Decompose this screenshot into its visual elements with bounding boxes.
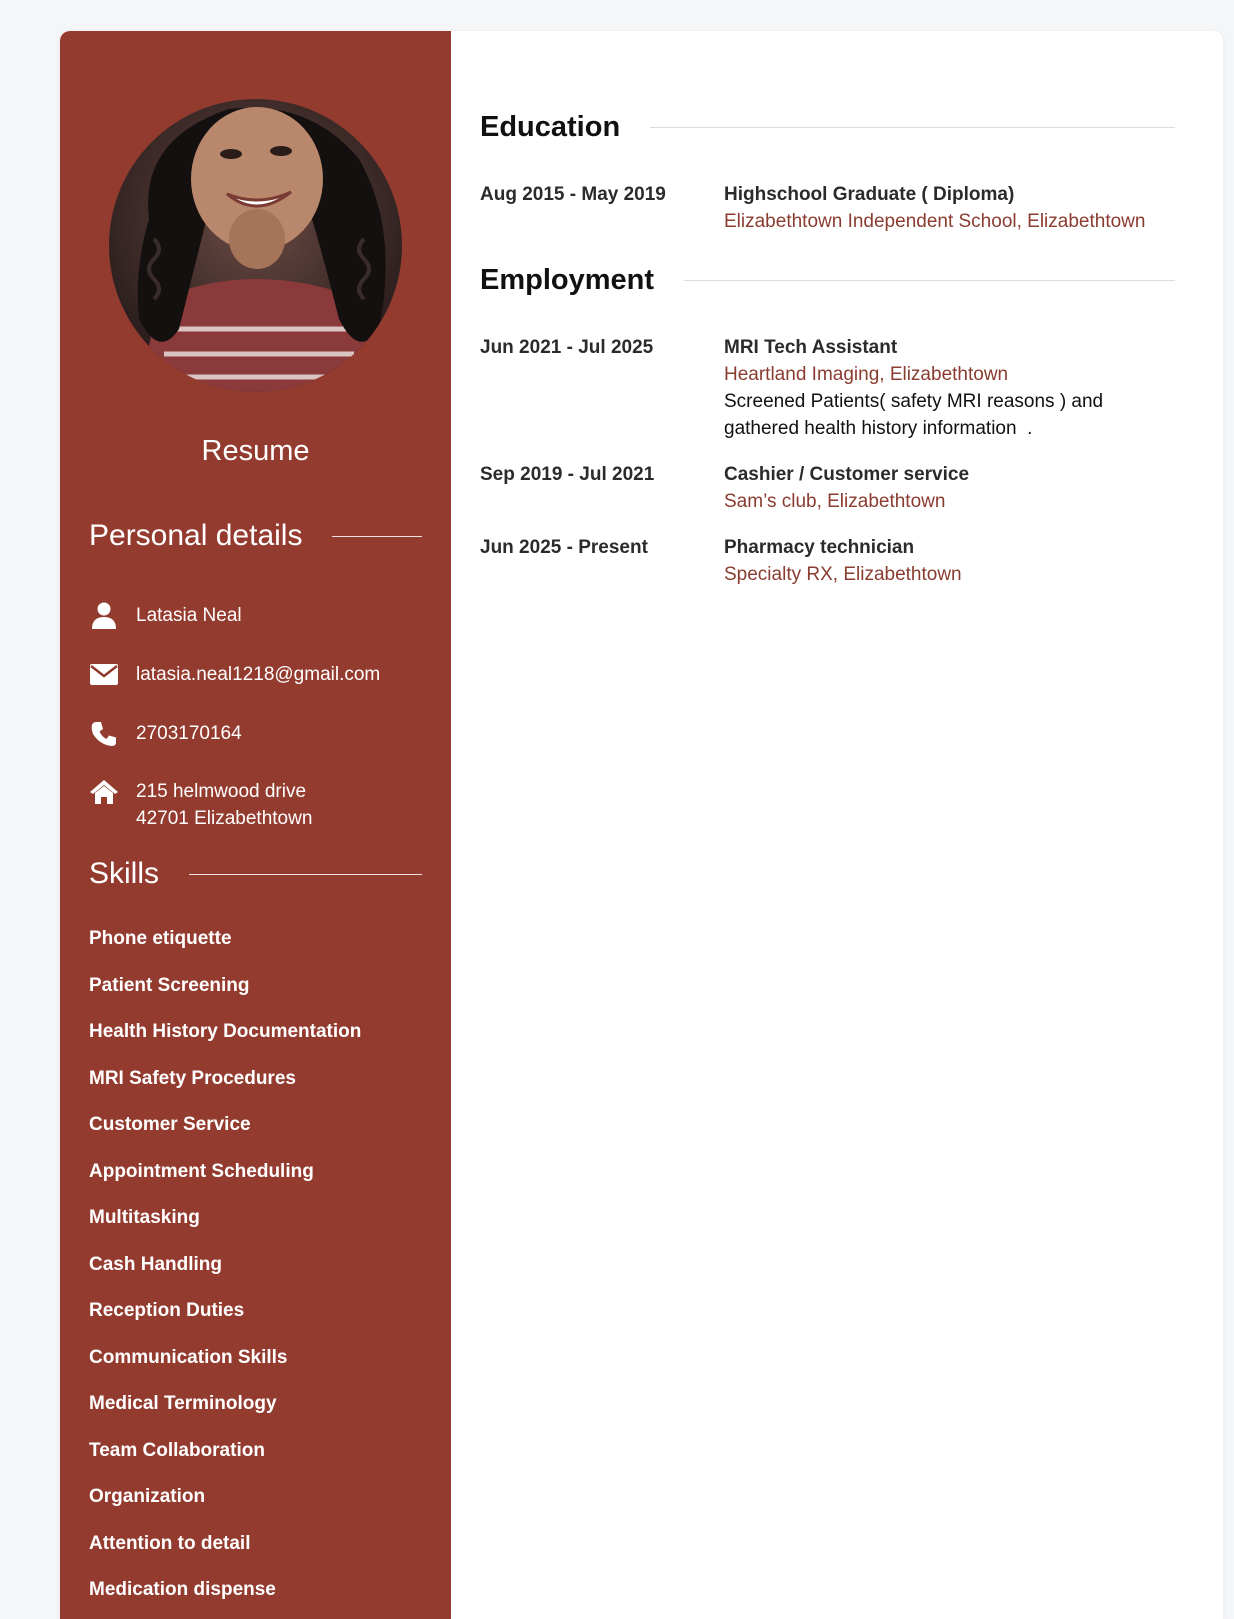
sidebar (60, 31, 451, 1619)
detail-email[interactable] (89, 661, 431, 688)
detail-address (89, 778, 431, 832)
skill-item: Communication Skills (89, 1346, 288, 1368)
entry-title: Cashier / Customer service (724, 464, 970, 485)
skill-item: Health History Documentation (89, 1021, 362, 1042)
entry-organization: Sam’s club, Elizabethtown (724, 491, 946, 512)
entry-title: Highschool Graduate ( Diploma) (724, 184, 1015, 205)
profile-photo (109, 99, 402, 392)
entry-body (724, 461, 1175, 515)
entry-date: Sep 2019 - Jul 2021 (480, 464, 655, 485)
entry-description-line: gathered health history information . (724, 418, 1033, 439)
heading-divider (684, 280, 1175, 281)
skill-item: Multitasking (89, 1207, 200, 1228)
skills-list (89, 927, 361, 1619)
home-icon (89, 778, 119, 805)
phone-text[interactable]: 2703170164 (136, 723, 242, 744)
skill-item: Organization (89, 1486, 206, 1507)
entry-body (724, 181, 1175, 235)
entry-body (724, 534, 1175, 588)
skill-item: Patient Screening (89, 974, 250, 996)
envelope-icon (89, 661, 119, 688)
person-icon (89, 602, 119, 629)
heading-divider (332, 536, 422, 537)
address-text (136, 778, 312, 832)
entry-organization: Elizabethtown Independent School, Elizabethtown (724, 211, 1146, 232)
heading-divider (650, 127, 1175, 128)
entry-body (724, 334, 1175, 442)
detail-phone[interactable] (89, 720, 431, 747)
employment-heading-text: Employment (480, 264, 655, 296)
skill-item: MRI Safety Procedures (89, 1067, 296, 1089)
skill-item: Attention to detail (89, 1532, 251, 1554)
skill-item: Medical Terminology (89, 1393, 277, 1414)
entry-organization: Specialty RX, Elizabethtown (724, 564, 962, 585)
entry-description-line: Screened Patients( safety MRI reasons ) and (724, 391, 1104, 412)
phone-icon (89, 720, 119, 747)
skill-item: Medication dispense (89, 1579, 276, 1600)
detail-name (89, 602, 431, 629)
education-heading (480, 111, 1175, 144)
entry-date: Jun 2025 - Present (480, 537, 648, 558)
entry-date: Jun 2021 - Jul 2025 (480, 337, 654, 358)
skills-heading-text: Skills (89, 857, 160, 890)
address-line-2: 42701 Elizabethtown (136, 808, 313, 829)
address-line-1: 215 helmwood drive (136, 781, 307, 802)
entry-date: Aug 2015 - May 2019 (480, 184, 666, 205)
skill-item: Customer Service (89, 1114, 251, 1135)
personal-details-heading-text: Personal details (89, 519, 303, 552)
skill-item: Reception Duties (89, 1300, 245, 1321)
entry-title: MRI Tech Assistant (724, 337, 898, 358)
personal-details-heading (89, 519, 422, 553)
resume-page (60, 31, 1223, 1619)
name-text: Latasia Neal (136, 605, 242, 626)
entry-title: Pharmacy technician (724, 537, 915, 558)
education-heading-text: Education (480, 111, 621, 143)
entry-organization: Heartland Imaging, Elizabethtown (724, 364, 1009, 385)
profile-photo-illustration (109, 99, 402, 392)
skill-item: Appointment Scheduling (89, 1160, 314, 1182)
skills-heading (89, 857, 422, 891)
skill-item: Team Collaboration (89, 1439, 265, 1461)
resume-title: Resume (201, 435, 310, 467)
heading-divider (189, 874, 422, 875)
employment-heading (480, 264, 1175, 297)
skill-item: Phone etiquette (89, 928, 232, 949)
skill-item: Cash Handling (89, 1253, 223, 1275)
email-text[interactable]: latasia.neal1218@gmail.com (136, 664, 381, 685)
